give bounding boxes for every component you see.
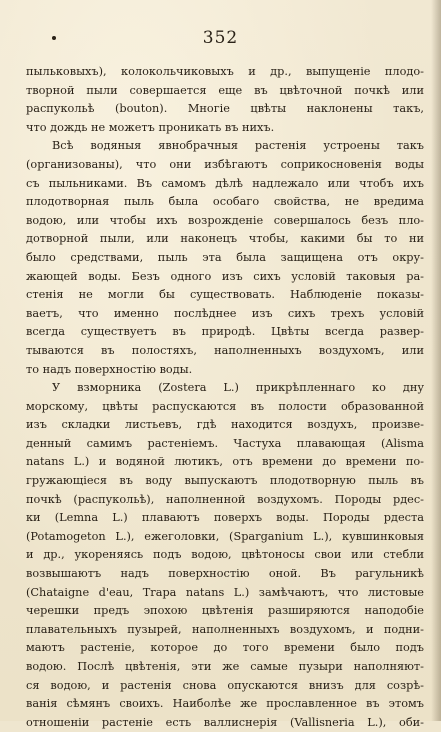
text-line: жающей воды. Безъ одного изъ сихъ условій таковыя ра- — [26, 269, 424, 283]
page-number: 352 — [202, 28, 239, 48]
text-line: плавательныхъ пузырей, наполненныхъ воздухомъ, и подни- — [26, 622, 424, 636]
text-line: плодотворная пыль была особаго свойства, не вредима — [26, 195, 424, 209]
text-line: то надъ поверхностію воды. — [26, 362, 193, 376]
text-line: черешки предъ эпохою цвѣтенія разширяются наподобіе — [26, 604, 424, 618]
text-line: что дождь не можетъ проникать въ нихъ. — [26, 120, 275, 134]
text-line: (Potamogeton L.), ежеголовки, (Sparganium L.), кувшинковыя — [26, 529, 424, 543]
text-line: У взморника (Zostera L.) прикрѣпленнаго ко дну — [52, 381, 424, 395]
text-line: natans L.) и водяной лютикъ, отъ времени до времени по- — [26, 455, 424, 469]
text-line: Всѣ водяныя явнобрачныя растенія устроены такъ — [52, 139, 424, 153]
text-line: ся водою, и растенія снова опускаются внизъ для созрѣ- — [26, 678, 424, 692]
spine-shadow — [431, 0, 441, 721]
text-line: морскому, цвѣты распускаются въ полости образованной — [26, 399, 424, 413]
text-line: всегда существуетъ въ природѣ. Цвѣты всегда развер- — [26, 325, 424, 339]
text-line: съ пыльниками. Въ самомъ дѣлѣ надлежало или чтобъ ихъ — [26, 176, 424, 190]
text-line: возвышаютъ надъ поверхностію оной. Въ рагульникѣ — [26, 567, 424, 581]
text-line: творной пыли совершается еще въ цвѣточной почкѣ или — [26, 83, 424, 97]
text-line: (Chataigne d'eau, Trapa natans L.) замѣчаютъ, что листовые — [26, 585, 424, 599]
text-line: ки (Lemna L.) плаваютъ поверхъ воды. Породы рдеста — [26, 511, 424, 525]
text-line: гружающіеся въ воду выпускаютъ плодотворную пыль въ — [26, 474, 424, 488]
text-line: водою. Послѣ цвѣтенія, эти же самые пузыри наполняют- — [26, 660, 424, 673]
text-line: тываются въ полостяхъ, наполненныхъ воздухомъ, или — [26, 343, 424, 357]
text-line: и др., укореняясь подъ водою, цвѣтоносы свои или стебли — [26, 548, 424, 562]
text-line: распукольѣ (bouton). Многіе цвѣты наклонены такъ, — [26, 102, 424, 116]
text-line: денный самимъ растеніемъ. Частуха плавающая (Alisma — [26, 436, 424, 450]
text-line: водою, или чтобы ихъ возрожденіе совершалось безъ пло- — [26, 213, 424, 227]
text-line: маютъ растеніе, которое до того времени было подъ — [26, 641, 424, 655]
text-line: почкѣ (распукольѣ), наполненной воздухомъ. Породы рдес- — [26, 492, 424, 506]
text-line: (организованы), что они избѣгаютъ соприкосновенія воды — [26, 157, 424, 171]
text-line: отношеніи растеніе есть валлиснерія (Vallisneria L.), оби- — [26, 715, 424, 729]
body-text — [26, 63, 424, 732]
text-line: было средствами, пыль эта была защищена отъ окру- — [26, 250, 424, 264]
text-line: пыльковыхъ), колокольчиковыхъ и др., выпущеніе плодо- — [26, 65, 424, 78]
text-line: дотворной пыли, или наконецъ чтобы, какими бы то ни — [26, 232, 424, 246]
text-line: ванія сѣмянъ своихъ. Наиболѣе же прославленное въ этомъ — [26, 697, 424, 711]
text-line: стенія не могли бы существовать. Наблюденіе показы- — [26, 288, 424, 302]
text-line: изъ складки листьевъ, гдѣ находится воздухъ, произве- — [26, 418, 424, 432]
text-line: ваетъ, что именно послѣднее изъ сихъ трехъ условій — [26, 306, 424, 320]
